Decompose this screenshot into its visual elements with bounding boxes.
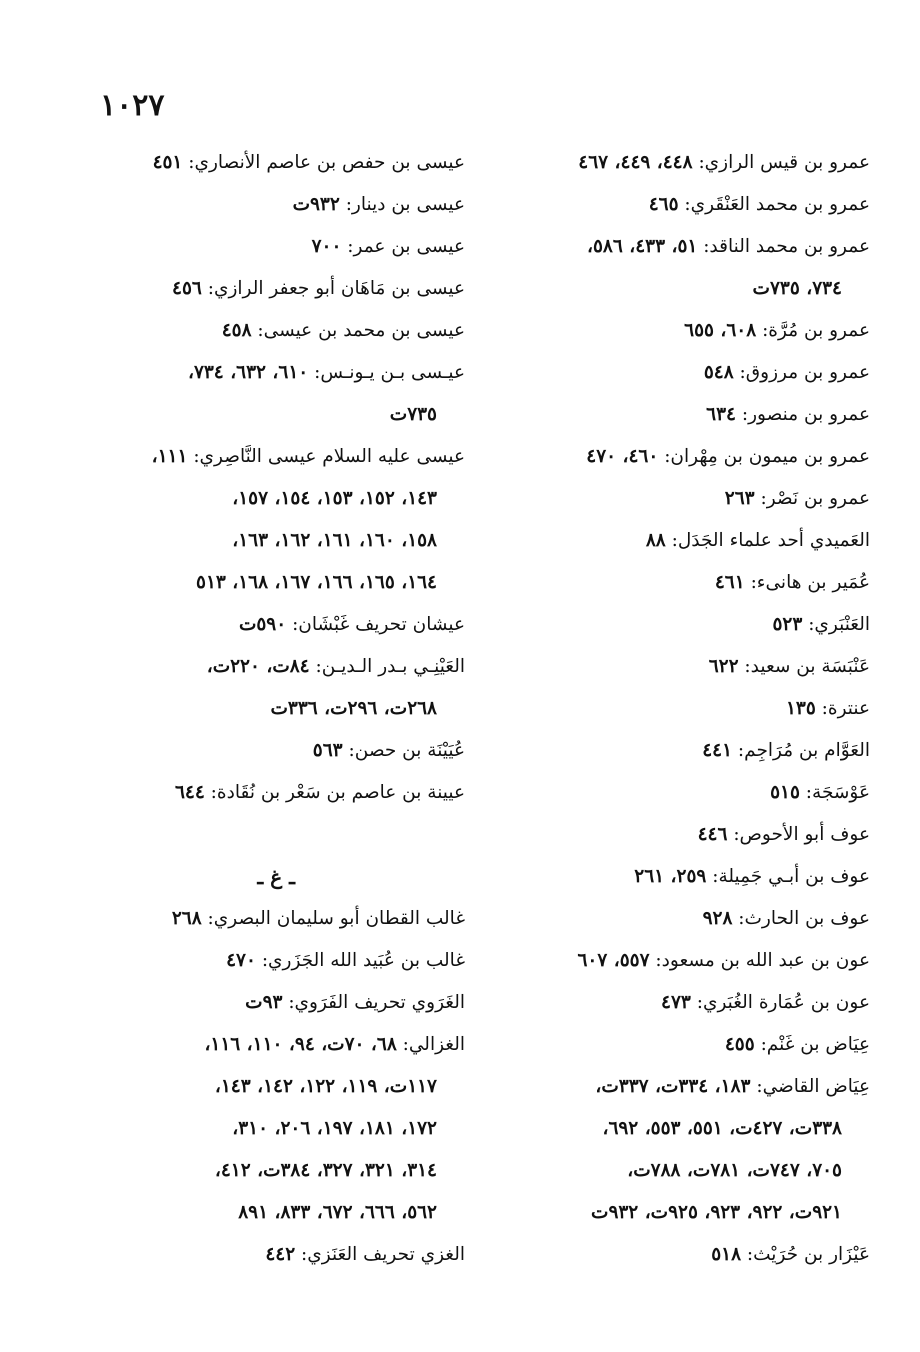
entry-name: عنترة: [821, 698, 870, 719]
entry-pages: ٤٤١ [702, 740, 733, 761]
entry-name: عُمَير بن هانىء: [750, 572, 870, 593]
entry-name: الغزالي: [402, 1034, 465, 1055]
index-entry [500, 184, 870, 226]
index-entry [95, 226, 465, 268]
index-entry [95, 1024, 465, 1066]
index-entry-continuation: ٧٣٤، ٧٣٥ت [752, 278, 842, 299]
entry-pages: ١١١، [151, 446, 188, 467]
entry-name: الغَرَوي تحريف الفَرَوي: [288, 992, 465, 1013]
index-entry [500, 898, 870, 940]
index-entry [95, 1234, 465, 1276]
index-entry-continuation: ١١٧ت، ١١٩، ١٢٢، ١٤٢، ١٤٣، [214, 1076, 437, 1097]
page-number: ١٠٢٧ [100, 88, 165, 123]
entry-pages: ٨٤ت، ٢٢٠ت، [206, 656, 310, 677]
entry-name: عيشان تحريف غَبْشَان: [292, 614, 465, 635]
entry-name: العَيْنِـي بـدر الـديـن: [315, 656, 465, 677]
index-column-left [95, 142, 465, 1276]
entry-pages: ٥٦٣ [312, 740, 343, 761]
index-entry [95, 604, 465, 646]
entry-name: عوف أبو الأحوص: [733, 824, 870, 845]
index-entry [500, 1024, 870, 1066]
index-entry [95, 772, 465, 814]
index-entry [500, 730, 870, 772]
index-entry [500, 436, 870, 478]
entry-pages: ٤٧٠ [226, 950, 256, 971]
entry-pages: ٤٥٦ [172, 278, 202, 299]
entry-name: عمرو بن محمد العَنْقَري: [684, 194, 870, 215]
entry-name: عون بن عبد الله بن مسعود: [655, 950, 870, 971]
index-entry [500, 688, 870, 730]
index-entry-continuation: ١٥٨، ١٦٠، ١٦١، ١٦٢، ١٦٣، [232, 530, 437, 551]
entry-name: عيسى بن مَاهَان أبو جعفر الرازي: [207, 278, 465, 299]
entry-pages: ٦٣٤ [706, 404, 736, 425]
index-entry [500, 772, 870, 814]
index-entry-continuation: ٣٣٨ت، ٤٢٧ت، ٥٥١، ٥٥٣، ٦٩٢، [602, 1118, 842, 1139]
index-entry [95, 268, 465, 310]
index-entry [500, 394, 870, 436]
index-entry [500, 226, 870, 268]
entry-name: غالب بن عُبَيد الله الجَزَري: [261, 950, 465, 971]
index-entry [500, 856, 870, 898]
index-entry-continuation: ٧٠٥، ٧٤٧ت، ٧٨١ت، ٧٨٨ت، [627, 1160, 842, 1181]
index-entry [95, 310, 465, 352]
entry-name: عيسى بن حفص بن عاصم الأنصاري: [188, 152, 465, 173]
entry-name: عيينة بن عاصم بن سَعْر بن نُقَادة: [210, 782, 465, 803]
index-entry-continuation: ٧٣٥ت [389, 404, 437, 425]
entry-pages: ٤٥٥ [724, 1034, 755, 1055]
index-entry [500, 940, 870, 982]
entry-name: العَوَّام بن مُرَاجِم: [737, 740, 870, 761]
index-column-right [500, 142, 870, 1276]
index-entry [500, 310, 870, 352]
entry-name: عيسى بن عمر: [347, 236, 465, 257]
entry-pages: ٤٤٨، ٤٤٩، ٤٦٧ [578, 152, 693, 173]
entry-pages: ٦٨، ٧٠ت، ٩٤، ١١٠، ١١٦، [204, 1034, 397, 1055]
entry-pages: ٥١، ٤٣٣، ٥٨٦، [586, 236, 698, 257]
entry-name: عمرو بن قيس الرازي: [698, 152, 870, 173]
index-entry-continuation: ٩٢١ت، ٩٢٢، ٩٢٣، ٩٢٥ت، ٩٣٢ت [591, 1202, 842, 1223]
entry-name: الغزي تحريف العَنَزي: [301, 1244, 465, 1265]
entry-pages: ٢٥٩، ٢٦١ [634, 866, 707, 887]
entry-pages: ٥٢٣ [772, 614, 803, 635]
entry-name: عمرو بن نَصْر: [760, 488, 870, 509]
entry-pages: ٥٥٧، ٦٠٧ [577, 950, 650, 971]
entry-name: عوف بن أبـي جَمِيلة: [712, 866, 870, 887]
entry-pages: ٢٦٣ [724, 488, 755, 509]
entry-name: عيسى عليه السلام عيسى النَّاصِري: [193, 446, 465, 467]
entry-pages: ٦٠٨، ٦٥٥ [684, 320, 757, 341]
entry-pages: ٢٦٨ [171, 908, 202, 929]
entry-name: عُيَيْنَة بن حصن: [348, 740, 465, 761]
entry-name: عيـسى بـن يـونـس: [314, 362, 465, 383]
index-entry [500, 604, 870, 646]
entry-pages: ٦٢٢ [708, 656, 739, 677]
index-entry [500, 352, 870, 394]
index-entry-continuation: ١٤٣، ١٥٢، ١٥٣، ١٥٤، ١٥٧، [232, 488, 437, 509]
entry-pages: ٦١٠، ٦٣٢، ٧٣٤، [187, 362, 309, 383]
index-entry [95, 142, 465, 184]
entry-pages: ٤٥١ [152, 152, 183, 173]
section-spacer [95, 814, 465, 856]
entry-pages: ١٨٣، ٣٣٤ت، ٣٣٧ت، [595, 1076, 751, 1097]
index-entry-continuation: ١٦٤، ١٦٥، ١٦٦، ١٦٧، ١٦٨، ٥١٣ [196, 572, 437, 593]
entry-name: عيسى بن دينار: [345, 194, 465, 215]
entry-name: العَنْبَري: [808, 614, 870, 635]
entry-pages: ٦٤٤ [174, 782, 205, 803]
entry-name: عوف بن الحارث: [738, 908, 870, 929]
index-entry [500, 646, 870, 688]
index-entry [500, 520, 870, 562]
entry-pages: ٤٦٠، ٤٧٠ [586, 446, 659, 467]
entry-name: عَيْزَار بن حُرَيْث: [746, 1244, 870, 1265]
entry-name: عمرو بن محمد الناقد: [703, 236, 870, 257]
entry-pages: ٨٨ [645, 530, 666, 551]
index-entry [95, 352, 465, 394]
index-entry-continuation: ٢٦٨ت، ٢٩٦ت، ٣٣٦ت [270, 698, 437, 719]
entry-name: عمرو بن مُرَّة: [762, 320, 870, 341]
entry-pages: ٧٠٠ [311, 236, 342, 257]
entry-pages: ٤٦١ [714, 572, 745, 593]
entry-pages: ٥٩٠ت [238, 614, 287, 635]
index-entry [500, 1234, 870, 1276]
index-entry [95, 646, 465, 688]
entry-pages: ١٣٥ [785, 698, 816, 719]
entry-pages: ٤٤٢ [265, 1244, 296, 1265]
entry-name: عيسى بن محمد بن عيسى: [257, 320, 465, 341]
index-entry-continuation: ٥٦٢، ٦٦٦، ٦٧٢، ٨٣٣، ٨٩١ [238, 1202, 437, 1223]
index-entry [500, 478, 870, 520]
entry-name: غالب القطان أبو سليمان البصري: [207, 908, 465, 929]
index-entry [95, 436, 465, 478]
entry-name: عِيَاض القاضي: [756, 1076, 870, 1097]
index-entry [95, 940, 465, 982]
section-heading: ـ غ ـ [257, 865, 295, 889]
entry-name: العَميدي أحد علماء الجَدَل: [671, 530, 870, 551]
entry-pages: ٤٤٦ [697, 824, 728, 845]
entry-pages: ٩٣٢ت [292, 194, 340, 215]
index-entry-continuation: ٣١٤، ٣٢١، ٣٢٧، ٣٨٤ت، ٤١٢، [214, 1160, 437, 1181]
entry-name: عمرو بن مرزوق: [739, 362, 870, 383]
entry-pages: ٥١٥ [770, 782, 800, 803]
index-entry [95, 184, 465, 226]
index-entry [95, 898, 465, 940]
entry-name: عِيَاض بن غَنْم: [760, 1034, 870, 1055]
index-entry [95, 730, 465, 772]
index-entry [500, 1066, 870, 1108]
entry-name: عَوْسَجَة: [805, 782, 870, 803]
index-entry [95, 982, 465, 1024]
index-entry [500, 562, 870, 604]
entry-pages: ٩٣ت [245, 992, 283, 1013]
entry-pages: ٤٥٨ [221, 320, 252, 341]
index-entry-continuation: ١٧٢، ١٨١، ١٩٧، ٢٠٦، ٣١٠، [232, 1118, 437, 1139]
entry-name: عمرو بن منصور: [741, 404, 870, 425]
index-entry [500, 142, 870, 184]
entry-name: عمرو بن ميمون بن مِهْران: [664, 446, 870, 467]
entry-name: عون بن عُمَارة الغُبَري: [696, 992, 870, 1013]
entry-name: عَنْبَسَة بن سعيد: [744, 656, 870, 677]
entry-pages: ٥٤٨ [703, 362, 734, 383]
entry-pages: ٩٢٨ [702, 908, 733, 929]
index-entry [500, 982, 870, 1024]
entry-pages: ٤٦٥ [648, 194, 679, 215]
entry-pages: ٥١٨ [711, 1244, 742, 1265]
index-entry [500, 814, 870, 856]
entry-pages: ٤٧٣ [661, 992, 691, 1013]
